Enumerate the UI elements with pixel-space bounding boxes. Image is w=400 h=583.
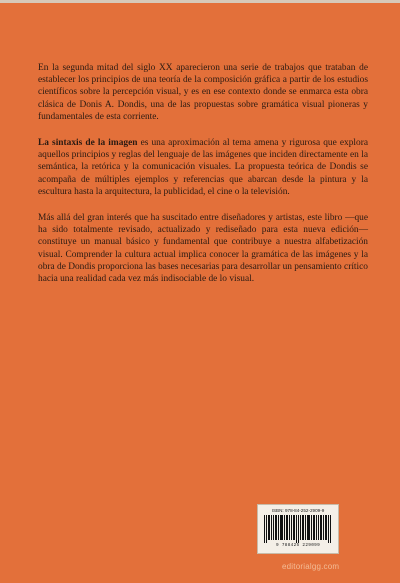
isbn-text: ISBN: 978-84-252-2909-9 <box>271 508 325 513</box>
barcode-number: 9 788425 229099 <box>275 543 321 548</box>
publisher-watermark: editorialgg.com <box>282 562 340 571</box>
blurb-paragraph-1: En la segunda mitad del siglo XX aparecieron una serie de trabajos que trataban de establecer los principios de una teoría de la composición gráfica a partir de los estudios científicos sobre la percepción visual, y es en ese contexto donde se enmarca esta obra clásica de Donis A. Dondis, una de las propuestas sobre gramática visual pioneras y fundamentales de esta corriente. <box>38 63 368 122</box>
cover-top-edge <box>0 0 400 3</box>
book-title-inline: La sintaxis de la imagen <box>38 138 138 149</box>
blurb-paragraph-3: Más allá del gran interés que ha suscitado entre diseñadores y artistas, este libro —que ha sido totalmente revisado, actualizado y rediseñado para esta nueva edición— constituye un manual básico y fundamental que contribuye a nuestra alfabetización visual. Comprender la cultura actual implica conocer la gramática de las imágenes y la obra de Dondis proporciona las bases necesarias para desarrollar un pensamiento crítico hacia una realidad cada vez más indisociable de lo visual. <box>38 213 368 285</box>
barcode-label <box>257 504 339 554</box>
cover-blurb <box>38 62 368 299</box>
blurb-paragraph-2 <box>38 137 368 198</box>
blurb-paragraph-2-text: es una aproximación al tema amena y rigurosa que explora aquellos principios y reglas del lenguaje de las imágenes que inciden directamente en la semántica, la retórica y la comunicación visuales. La propuesta teórica de Dondis se acompaña de múltiples ejemplos y referencias que abarcan desde la pintura y la escultura hasta la arquitectura, la publicidad, el cine o la televisión. <box>38 138 368 197</box>
barcode-icon <box>263 515 333 543</box>
